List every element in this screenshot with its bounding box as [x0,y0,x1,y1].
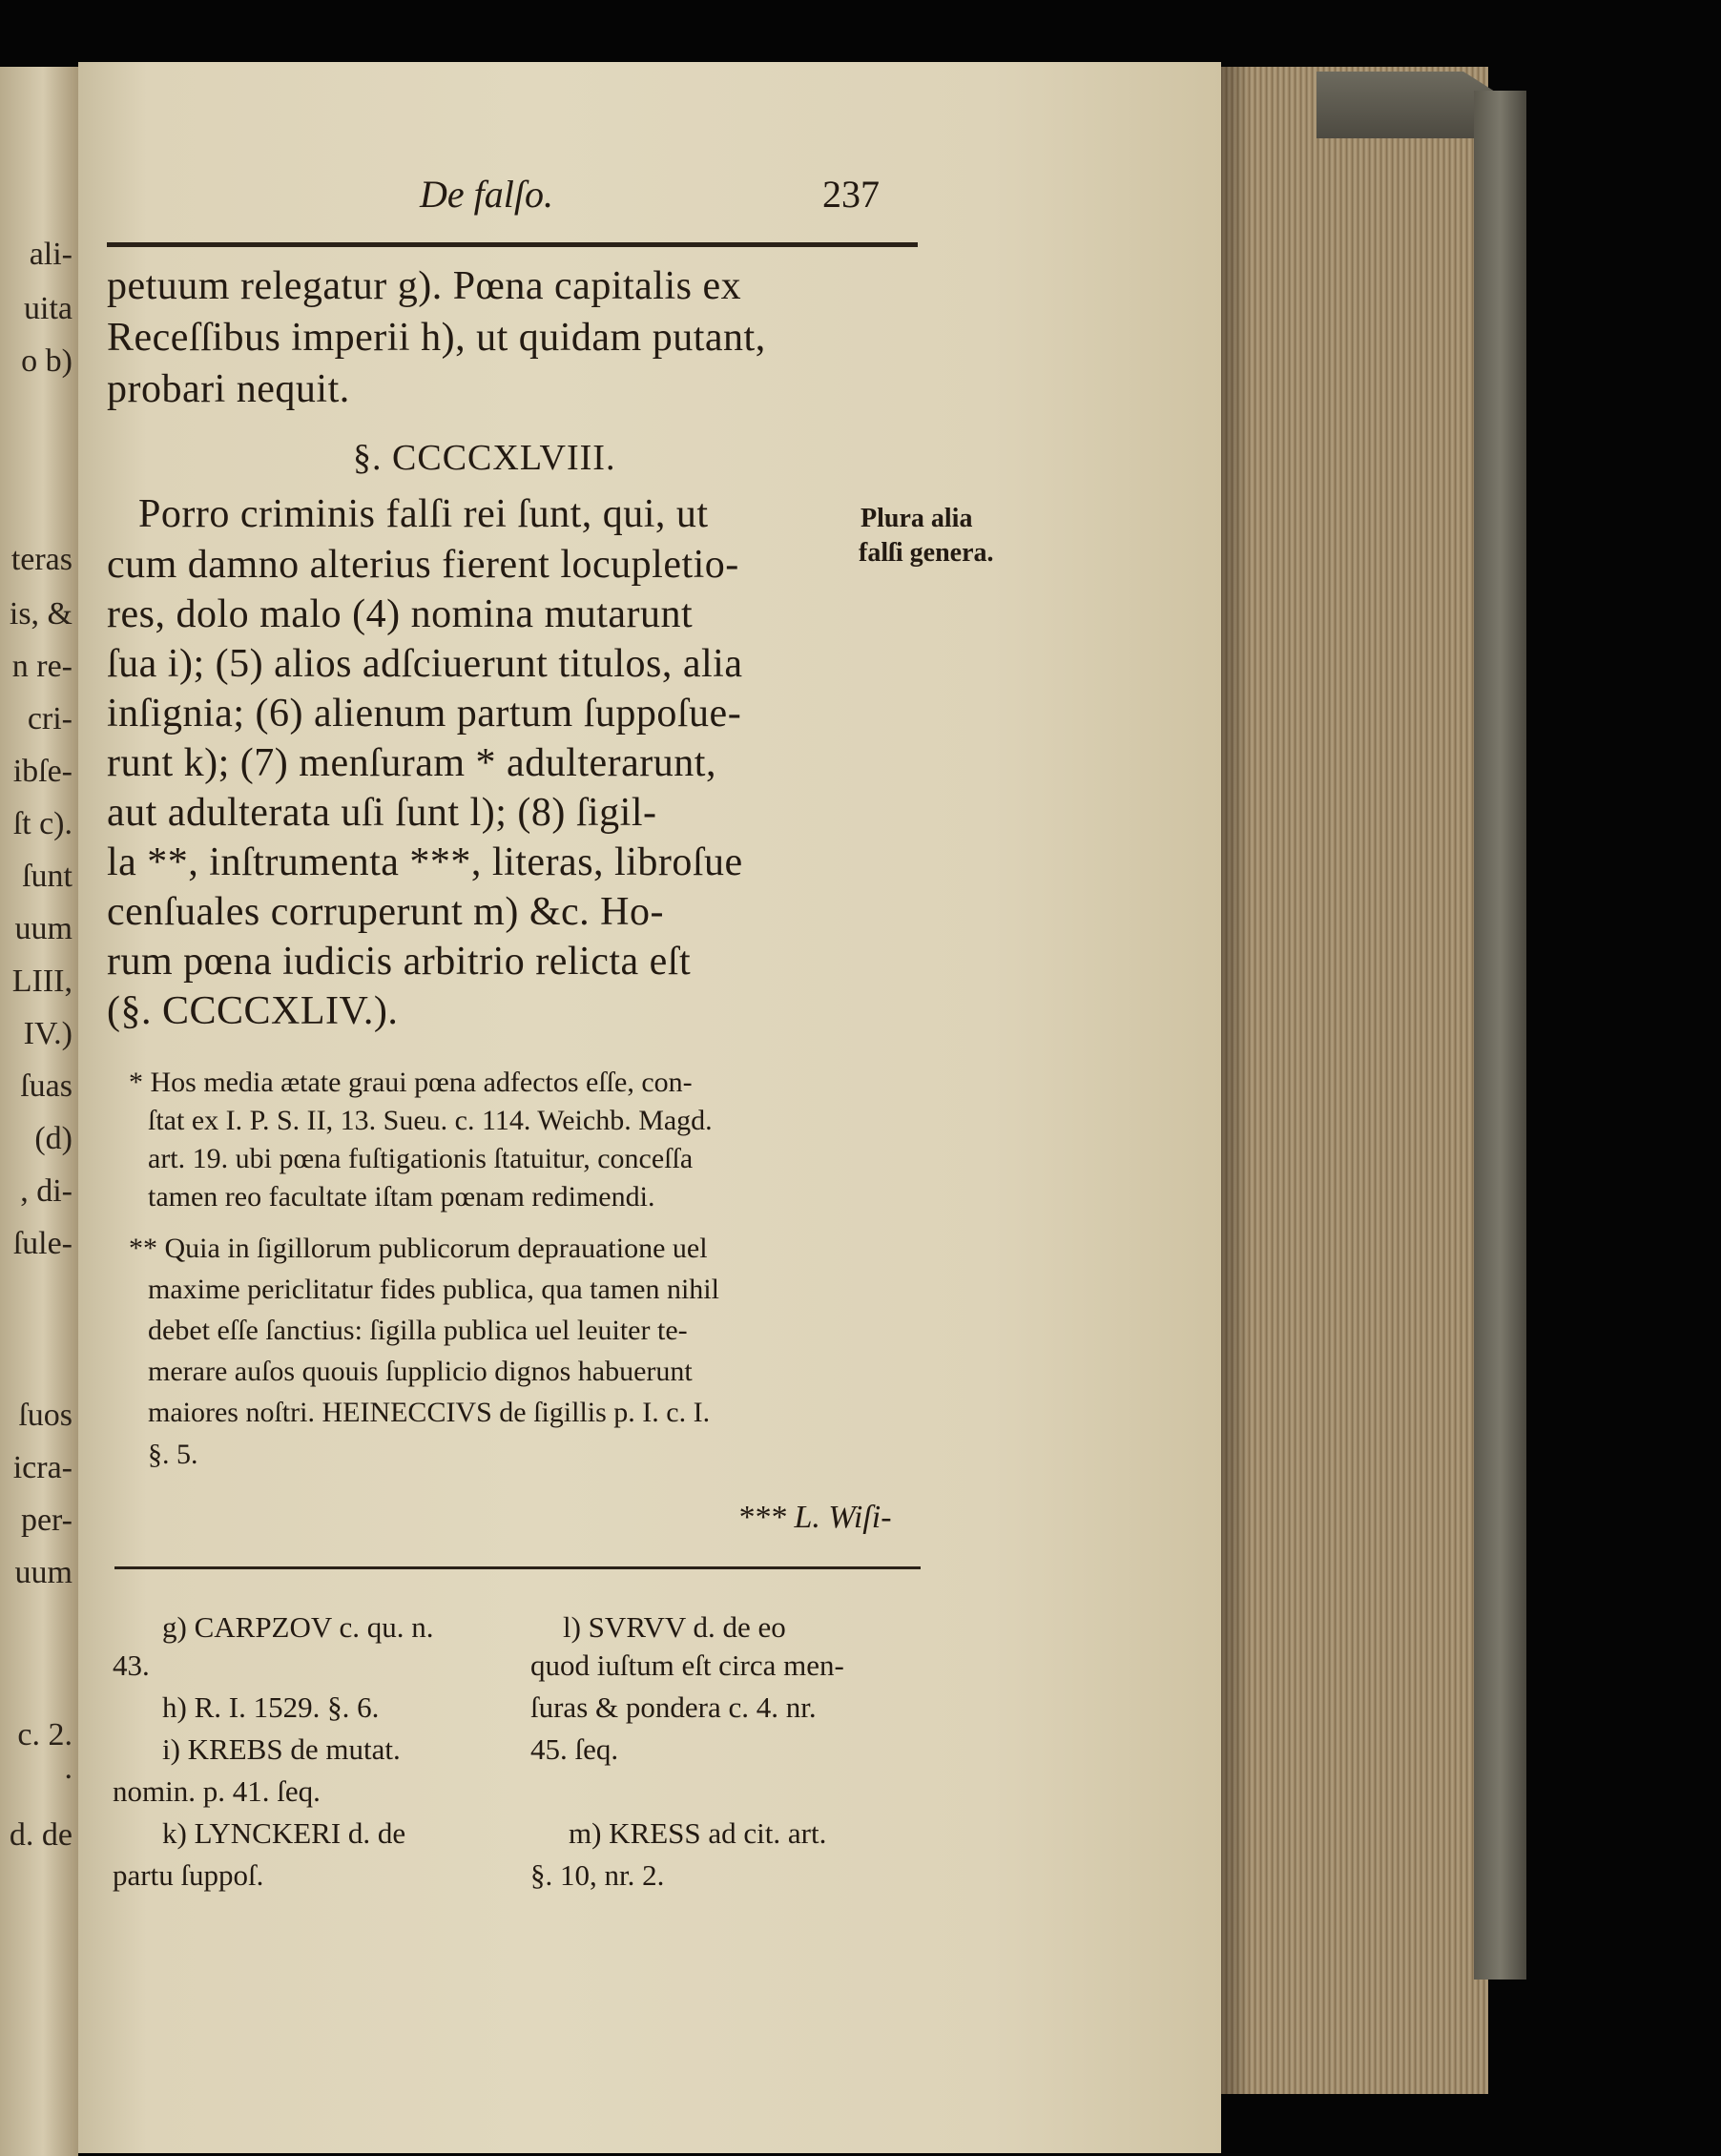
body-line: ſua i); (5) alios adſciuerunt titulos, alia [107,642,743,686]
margin-note-line: Plura alia [860,504,973,533]
facing-page-fragment: is, & [9,596,73,632]
facing-page-fragment: ſule- [12,1226,73,1261]
page-number: 237 [822,173,880,216]
asterisk-note-line: maiores noſtri. HEINECCIVS de ſigillis p. I. c. I. [148,1397,711,1428]
reference-footnote-line: partu ſuppoſ. [113,1858,264,1892]
body-line: runt k); (7) menſuram * adulterarunt, [107,741,716,785]
asterisk-note-line: tamen reo facultate iſtam pœnam redimendi. [148,1181,655,1213]
facing-page-fragment: teras [10,542,73,577]
reference-footnote-line: 45. ſeq. [530,1732,619,1766]
asterisk-note-line: debet eſſe ſanctius: ſigilla publica uel leuiter te- [148,1315,688,1346]
facing-page-fragment: n re- [11,649,73,684]
asterisk-note-line: maxime periclitatur fides publica, qua tamen nihil [148,1274,719,1305]
body-line: cenſuales corruperunt m) &c. Ho- [107,890,664,934]
facing-page-fragment: ibſe- [12,754,73,789]
body-line: petuum relegatur g). Pœna capitalis ex [107,264,742,308]
facing-page-fragment: , di- [20,1173,73,1209]
reference-footnote-line: ſuras & pondera c. 4. nr. [530,1690,817,1724]
facing-page-fragment: c. 2. [17,1717,73,1752]
facing-page-fragment: uum [14,911,73,946]
body-line: (§. CCCCXLIV.). [107,989,399,1033]
previous-page-edge [0,67,78,2156]
facing-page-fragment: ſt c). [12,806,73,841]
facing-page-fragment: o b) [21,343,73,379]
body-line: rum pœna iudicis arbitrio relicta eſt [107,940,692,984]
facing-page-fragment: ſunt [22,859,73,894]
asterisk-note-line: §. 5. [148,1439,198,1470]
reference-footnote-line: 43. [113,1648,150,1682]
footnote-rule [114,1566,921,1569]
margin-note-line: falſi genera. [859,538,994,568]
body-line: probari nequit. [107,367,350,411]
asterisk-note-line: merare auſos quouis ſupplicio dignos habuerunt [148,1356,693,1387]
facing-page-fragment: icra- [12,1450,73,1485]
body-line: aut adulterata uſi ſunt l); (8) ſigil- [107,791,657,835]
facing-page-fragment: d. de [9,1817,73,1853]
facing-page-fragment: per- [20,1503,73,1538]
facing-page-fragment: cri- [27,701,73,736]
gutter-shadow [1221,67,1250,2094]
facing-page-fragment: LIII, [11,964,73,999]
facing-page-fragment: ſuas [20,1068,73,1104]
reference-footnote-line: l) SVRVV d. de eo [563,1610,786,1644]
body-line: cum damno alterius fierent locupletio- [107,543,739,587]
body-line: res, dolo malo (4) nomina mutarunt [107,592,694,636]
reference-footnote-line: §. 10, nr. 2. [530,1858,665,1892]
facing-page-fragment: IV.) [23,1016,73,1051]
asterisk-note-line: * Hos media ætate graui pœna adfectos eſſe, con- [129,1067,693,1098]
reference-footnote-line: nomin. p. 41. ſeq. [113,1774,321,1808]
reference-footnote-line: m) KRESS ad cit. art. [569,1816,827,1850]
body-line: la **, inſtrumenta ***, literas, libroſue [107,840,743,884]
facing-page-fragment: uum [14,1555,73,1590]
facing-page-fragment: ali- [29,237,73,272]
reference-footnote-line: h) R. I. 1529. §. 6. [162,1690,380,1724]
facing-page-fragment: uita [24,291,73,326]
body-line: inſignia; (6) alienum partum ſuppoſue- [107,692,742,736]
facing-page-fragment: ſuos [18,1398,73,1433]
asterisk-note-line: ** Quia in ſigillorum publicorum deprauatione uel [129,1233,708,1264]
running-head-title: De falſo. [420,173,553,216]
section-heading: §. CCCCXLVIII. [353,438,616,478]
reference-footnote-line: g) CARPZOV c. qu. n. [162,1610,434,1644]
body-line: Receſſibus imperii h), ut quidam putant, [107,316,766,360]
body-line: Porro criminis falſi rei ſunt, qui, ut [138,492,709,536]
asterisk-note-line: art. 19. ubi pœna fuſtigationis ſtatuitur, conceſſa [148,1143,694,1174]
book-cover-edge [1474,91,1526,1980]
facing-page-fragment: . [64,1751,73,1786]
reference-footnote-line: i) KREBS de mutat. [162,1732,401,1766]
reference-footnote-line: k) LYNCKERI d. de [162,1816,406,1850]
catchword: *** L. Wiſi- [737,1500,892,1535]
page-edges-block [1221,67,1488,2094]
reference-footnote-line: quod iuſtum eſt circa men- [530,1648,844,1682]
asterisk-note-line: ſtat ex I. P. S. II, 13. Sueu. c. 114. Weichb. Magd. [148,1105,713,1136]
facing-page-fragment: (d) [34,1121,73,1156]
header-rule [107,242,918,247]
